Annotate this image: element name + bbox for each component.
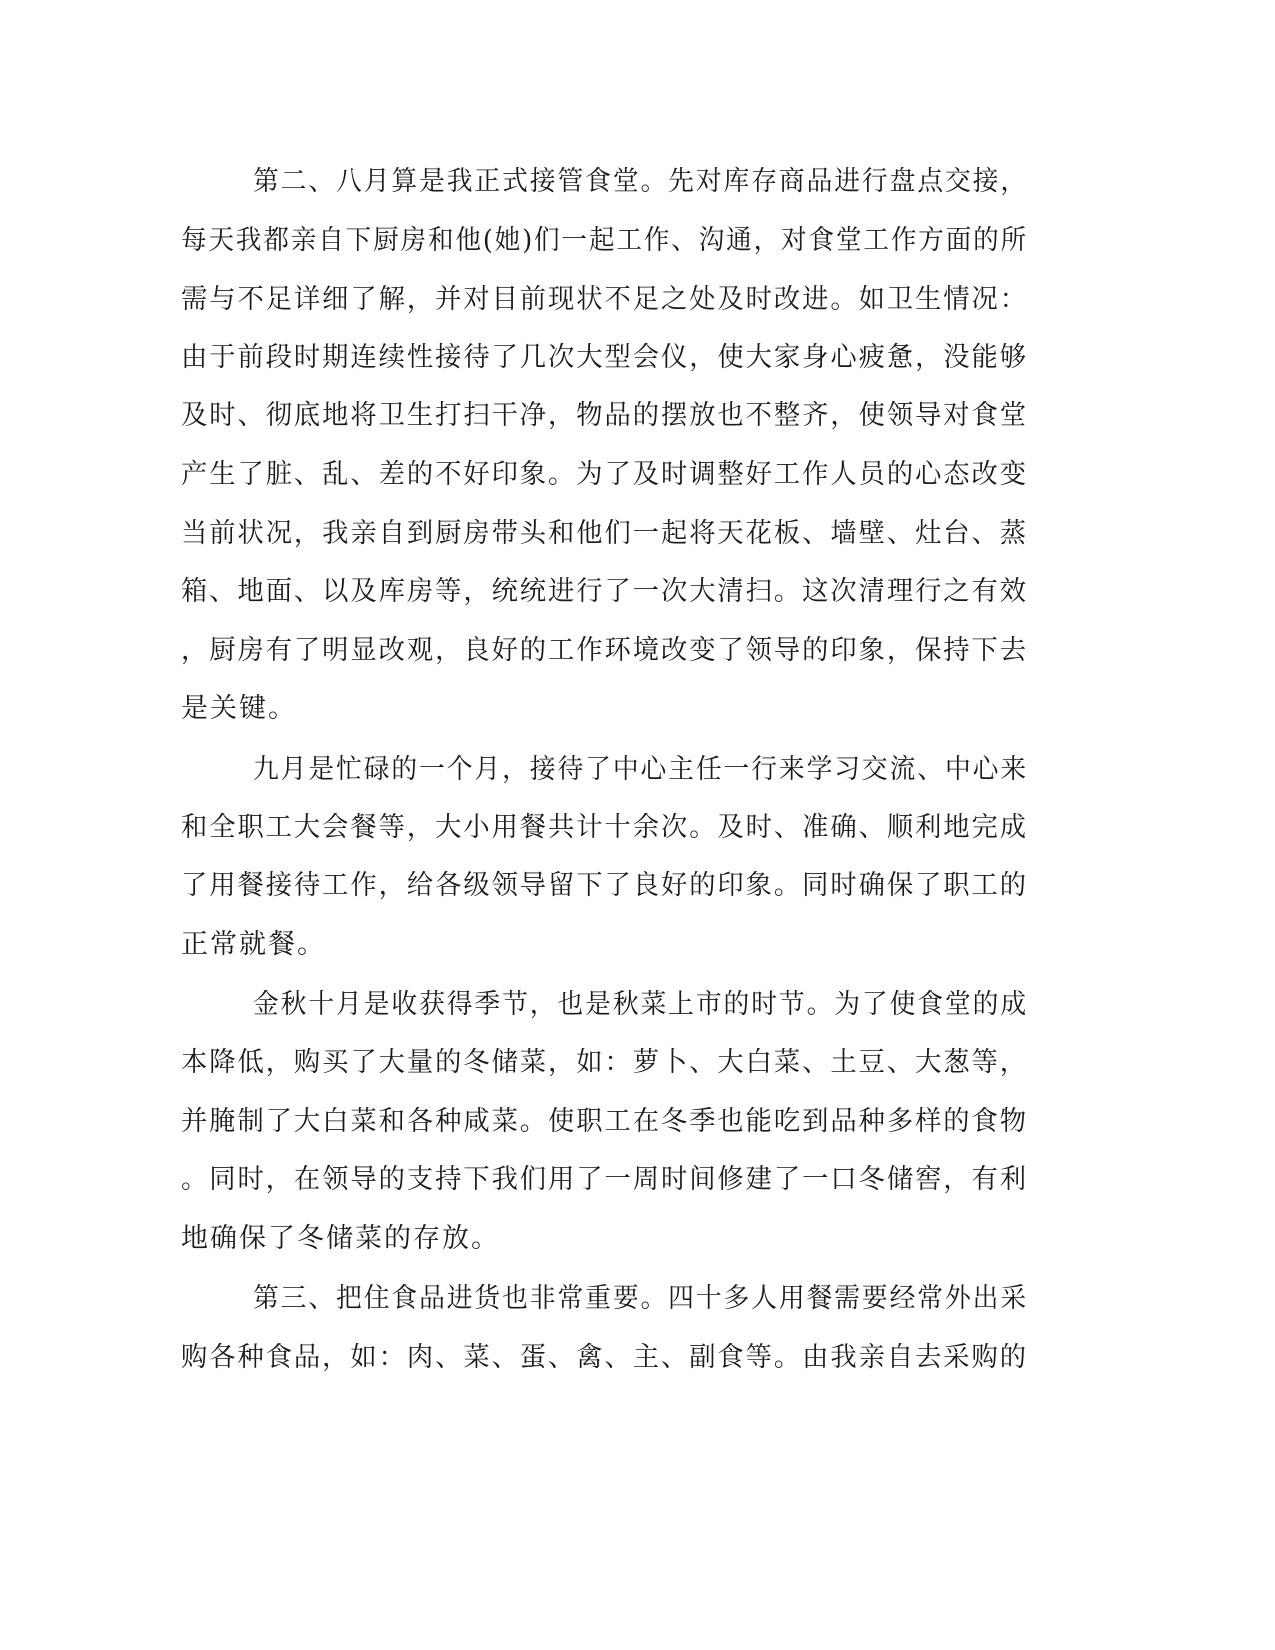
paragraph-1-line-8: 箱、地面、以及库房等，统统进行了一次大清扫。这次清理行之有效	[181, 576, 1028, 607]
paragraph-2-line-4: 正常就餐。	[181, 929, 326, 960]
paragraph-1-line-2: 每天我都亲自下厨房和他(她)们一起工作、沟通，对食堂工作方面的所	[181, 225, 1029, 256]
paragraph-4-line-1: 第三、把住食品进货也非常重要。四十多人用餐需要经常外出采	[253, 1283, 1028, 1314]
paragraph-1-line-5: 及时、彻底地将卫生打扫干净，物品的摆放也不整齐，使领导对食堂	[181, 400, 1028, 431]
paragraph-4-line-2: 购各种食品，如：肉、菜、蛋、禽、主、副食等。由我亲自去采购的	[181, 1342, 1028, 1373]
paragraph-1-line-9: ，厨房有了明显改观，良好的工作环境改变了领导的印象，保持下去	[181, 635, 1028, 666]
paragraph-1-line-10: 是关键。	[181, 693, 297, 724]
paragraph-3-line-1: 金秋十月是收获得季节，也是秋菜上市的时节。为了使食堂的成	[253, 989, 1028, 1020]
paragraph-1-line-4: 由于前段时期连续性接待了几次大型会仪，使大家身心疲惫，没能够	[181, 342, 1028, 373]
paragraph-1-line-3: 需与不足详细了解，并对目前现状不足之处及时改进。如卫生情况：	[181, 284, 1028, 315]
paragraph-3-line-5: 地确保了冬储菜的存放。	[181, 1223, 500, 1254]
paragraph-2-line-1: 九月是忙碌的一个月，接待了中心主任一行来学习交流、中心来	[253, 754, 1028, 785]
paragraph-2-line-2: 和全职工大会餐等，大小用餐共计十余次。及时、准确、顺利地完成	[181, 812, 1028, 843]
paragraph-3-line-2: 本降低，购买了大量的冬储菜，如：萝卜、大白菜、土豆、大葱等，	[181, 1047, 1028, 1078]
paragraph-1-line-6: 产生了脏、乱、差的不好印象。为了及时调整好工作人员的心态改变	[181, 459, 1028, 490]
paragraph-1-line-7: 当前状况，我亲自到厨房带头和他们一起将天花板、墙壁、灶台、蒸	[181, 518, 1028, 549]
paragraph-2-line-3: 了用餐接待工作，给各级领导留下了良好的印象。同时确保了职工的	[181, 870, 1028, 901]
paragraph-3-line-4: 。同时，在领导的支持下我们用了一周时间修建了一口冬储窖，有利	[181, 1164, 1028, 1195]
paragraph-3-line-3: 并腌制了大白菜和各种咸菜。使职工在冬季也能吃到品种多样的食物	[181, 1106, 1028, 1137]
paragraph-1-line-1: 第二、八月算是我正式接管食堂。先对库存商品进行盘点交接，	[253, 166, 1028, 197]
